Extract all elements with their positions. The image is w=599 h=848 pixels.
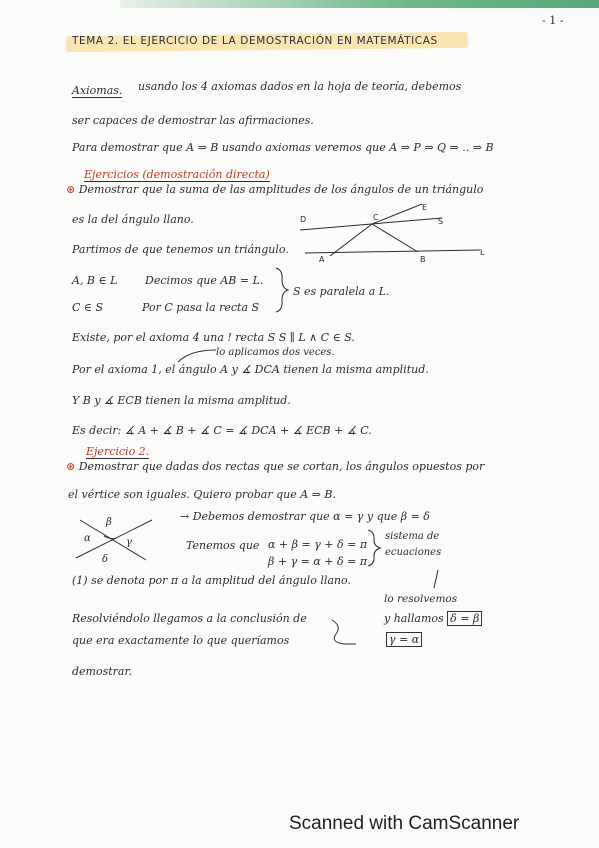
angle-delta: δ (102, 554, 109, 565)
conclusion-arrow (332, 620, 356, 644)
side-ac (330, 224, 372, 256)
hypothesis-2-note: Por C pasa la recta S (142, 301, 260, 314)
conclusion-2: que era exactamente lo que queríamos (72, 634, 290, 647)
conclusion-1: Resolviéndolo llegamos a la conclusión de (72, 612, 307, 625)
fig-label-b: B (420, 255, 426, 264)
brace-2 (368, 530, 380, 566)
ex1-line-1-text: Demostrar que la suma de las amplitudes de los ángulos de un triángulo (78, 183, 484, 196)
section1-heading: Ejercicios (demostración directa) (84, 168, 270, 181)
brace-note: S es paralela a L. (293, 285, 390, 298)
line-s (300, 218, 442, 230)
page-number: - 1 - (542, 14, 564, 27)
angle-beta: β (106, 517, 112, 528)
hypothesis-2: C ∈ S (72, 301, 104, 314)
angle-gamma: γ (126, 537, 132, 548)
apply-note: lo aplicamos dos veces. (216, 347, 335, 358)
section2-heading: Ejercicio 2. (86, 445, 150, 458)
ex1-line-2: es la del ángulo llano. (72, 213, 194, 226)
intro-line-3: Para demostrar que A ⇒ B usando axiomas veremos que A ⇒ P ⇒ Q ⇒ .. ⇒ B (72, 141, 494, 154)
extension-ce (372, 204, 422, 224)
circled-mark-icon: ⊛ (66, 183, 79, 196)
fig-label-c: C (373, 213, 379, 222)
page-title: TEMA 2. EL EJERCICIO DE LA DEMOSTRACIÓN EN MATEMÁTICAS (72, 35, 438, 47)
fig-label-s: S (438, 217, 444, 226)
angle-alpha: α (84, 533, 91, 544)
result-box-1: δ = β (447, 611, 482, 626)
triangle-figure (300, 204, 480, 256)
ex2-line-1-text: Demostrar que dadas dos rectas que se cortan, los ángulos opuestos por (78, 460, 485, 473)
fig-label-d: D (300, 215, 307, 224)
exist-line: Existe, por el axioma 4 una ! recta S S ∥ L ∧ C ∈ S. (72, 331, 355, 344)
side-cb (372, 224, 418, 252)
resolve-note: lo resolvemos (384, 593, 458, 605)
equation-2: β + γ = α + δ = π (268, 555, 368, 568)
b-line: Y B y ∡ ECB tienen la misma amplitud. (72, 394, 291, 407)
ex1-line-3: Partimos de que tenemos un triángulo. (72, 243, 289, 256)
system-note-1: sistema de (385, 531, 440, 542)
apply-arrow (178, 350, 216, 362)
axiom1-line: Por el axioma 1, el ángulo A y ∡ DCA tienen la misma amplitud. (72, 363, 429, 376)
system-note-2: ecuaciones (385, 547, 442, 558)
arrow-right-icon: → (180, 510, 193, 523)
camscanner-stamp: Scanned with CamScanner (289, 813, 520, 834)
circled-mark-icon: ⊛ (66, 460, 79, 473)
system-label: Tenemos que (186, 539, 260, 552)
goal-text: Debemos demostrar que α = γ y que β = δ (192, 510, 430, 523)
hypothesis-1: A, B ∈ L (72, 274, 118, 287)
result-box-2: γ = α (386, 632, 422, 647)
resolve-arrow (434, 570, 438, 588)
fig-label-a: A (319, 255, 325, 264)
note-pi: (1) se denota por π a la amplitud del ángulo llano. (72, 574, 351, 587)
equation-1: α + β = γ + δ = π (268, 538, 368, 551)
fig-label-e: E (422, 203, 428, 212)
sum-line: Es decir: ∡ A + ∡ B + ∡ C = ∡ DCA + ∡ ECB + ∡ C. (72, 424, 372, 437)
line-l (305, 250, 480, 253)
brace-1 (276, 268, 288, 312)
fig-label-l: L (480, 248, 485, 257)
ex2-line-2: el vértice son iguales. Quiero probar que A ⇒ B. (68, 488, 336, 501)
hypothesis-1-note: Decimos que AB = L. (145, 274, 264, 287)
intro-line-2: ser capaces de demostrar las afirmaciones. (72, 114, 314, 127)
angle-arc (104, 536, 116, 539)
intro-line-1: usando los 4 axiomas dados en la hoja de teoría, debemos (138, 80, 462, 93)
found-text: y hallamos (384, 612, 444, 625)
conclusion-3: demostrar. (72, 665, 133, 678)
axioma-label: Axiomas. (72, 84, 123, 97)
